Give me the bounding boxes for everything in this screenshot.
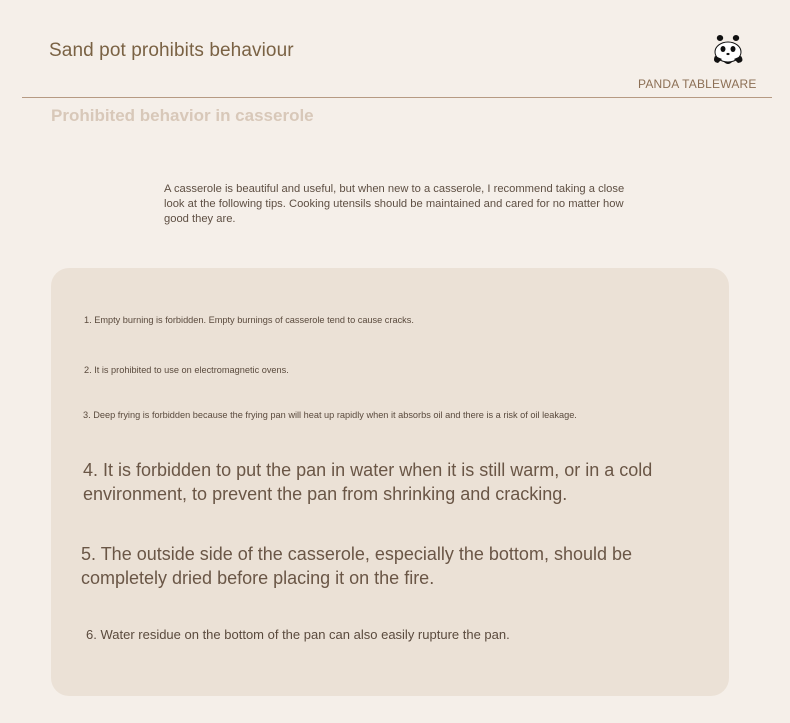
- rule-item-1: 1. Empty burning is forbidden. Empty burnings of casserole tend to cause cracks.: [84, 315, 414, 325]
- page-title: Sand pot prohibits behaviour: [49, 40, 294, 61]
- brand-name: PANDA TABLEWARE: [638, 77, 757, 91]
- rule-item-3: 3. Deep frying is forbidden because the frying pan will heat up rapidly when it absorbs oil and there is a risk of oil leakage.: [83, 410, 577, 420]
- panda-icon: [708, 32, 748, 66]
- rule-item-6: 6. Water residue on the bottom of the pan can also easily rupture the pan.: [86, 627, 510, 642]
- rule-item-5: 5. The outside side of the casserole, especially the bottom, should be completely dried before placing it on the fire.: [81, 544, 633, 588]
- header-divider: [22, 97, 772, 98]
- rule-item-2: 2. It is prohibited to use on electromagnetic ovens.: [84, 365, 289, 375]
- section-subtitle: Prohibited behavior in casserole: [51, 106, 314, 125]
- rule-item-4: 4. It is forbidden to put the pan in water when it is still warm, or in a cold environment, to prevent the pan from shrinking and cracking.: [83, 460, 653, 504]
- intro-paragraph: A casserole is beautiful and useful, but when new to a casserole, I recommend taking a close look at the following tips. Cooking utensils should be maintained and cared for no matter how good they are.: [164, 183, 625, 225]
